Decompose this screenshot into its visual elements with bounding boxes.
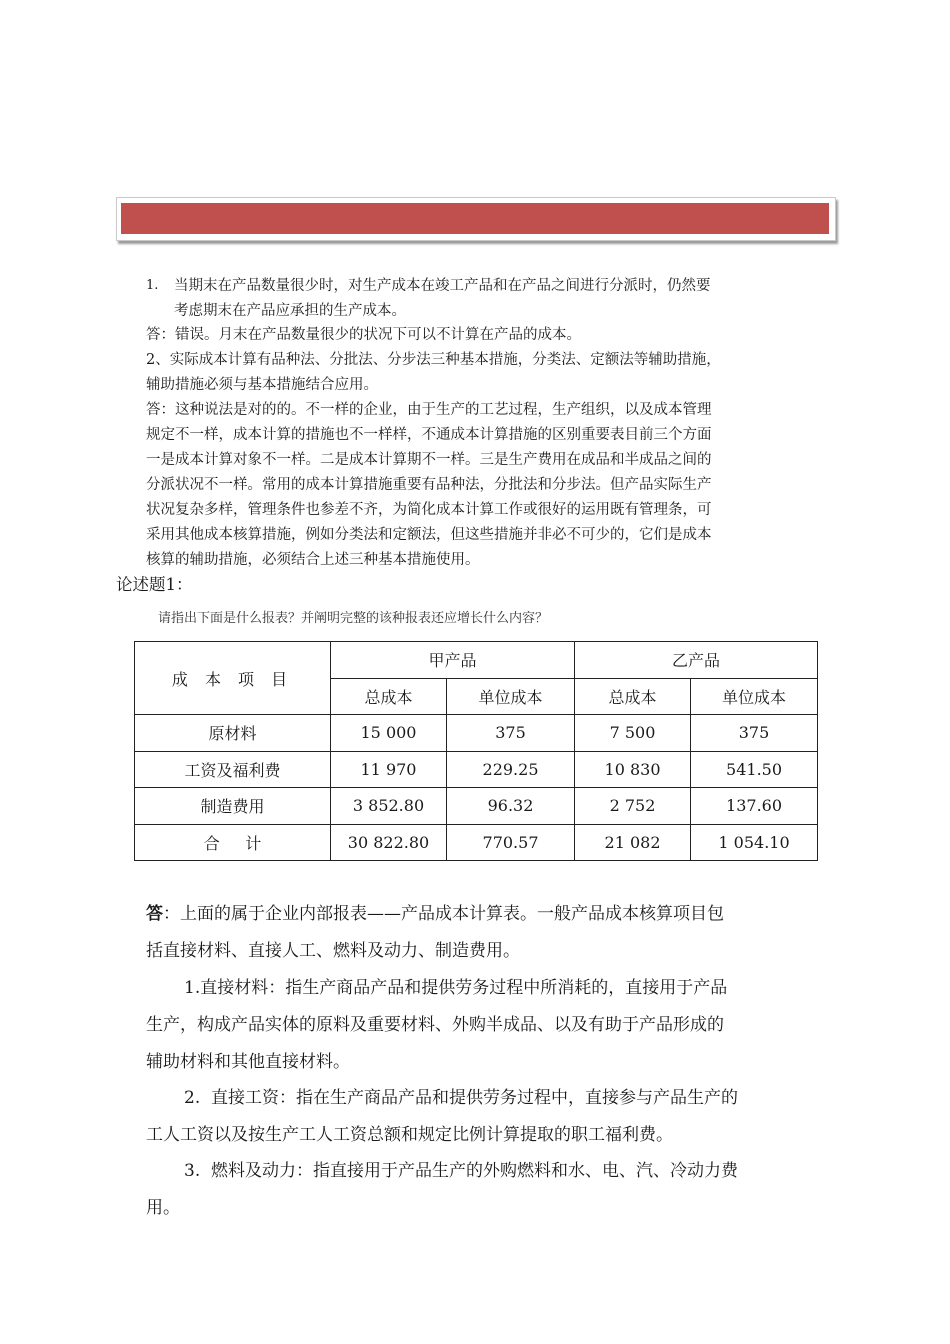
table-cell: 3 852.80 bbox=[331, 788, 447, 825]
table-row bbox=[135, 788, 818, 825]
table-total-row bbox=[135, 824, 818, 861]
question-1-line-1: 当期末在产品数量很少时，对生产成本在竣工产品和在产品之间进行分派时，仍然要 bbox=[174, 278, 711, 294]
question-2-answer-line: 分派状况不一样。常用的成本计算措施重要有品种法，分批法和分步法。但产品实际生产 bbox=[146, 477, 712, 493]
subheader-cell: 单位成本 bbox=[447, 678, 575, 715]
subheader-cell: 单位成本 bbox=[691, 678, 818, 715]
table-cell: 375 bbox=[447, 715, 575, 752]
question-2-answer-line: 状况复杂多样，管理条件也参差不齐，为简化成本计算工作或很好的运用既有管理条，可 bbox=[146, 502, 712, 518]
header-product-b: 乙产品 bbox=[575, 642, 818, 679]
essay-prompt: 请指出下面是什么报表？并阐明完整的该种报表还应增长什么内容？ bbox=[158, 611, 549, 626]
table-header-row bbox=[135, 642, 818, 679]
table-row bbox=[135, 751, 818, 788]
question-1-answer: 答：错误。月末在产品数量很少的状况下可以不计算在产品的成本。 bbox=[146, 327, 581, 343]
item-2-line: 2. 直接工资：指在生产商品产品和提供劳务过程中，直接参与产品生产的 bbox=[184, 1088, 739, 1108]
question-2-line-1: 2、实际成本计算有品种法、分批法、分步法三种基本措施，分类法、定额法等辅助措施， bbox=[146, 352, 721, 368]
answer-intro-text: ：上面的属于企业内部报表——产品成本计算表。一般产品成本核算项目包 bbox=[163, 904, 724, 924]
question-2-answer-line: 规定不一样，成本计算的措施也不一样样，不通成本计算措施的区别重要表目前三个方面 bbox=[146, 427, 712, 443]
answer-intro-line-1 bbox=[146, 896, 724, 933]
table-cell: 770.57 bbox=[447, 824, 575, 861]
row-item: 原材料 bbox=[135, 715, 331, 752]
table-cell: 15 000 bbox=[331, 715, 447, 752]
subheader-cell: 总成本 bbox=[575, 678, 691, 715]
item-3-line: 3. 燃料及动力：指直接用于产品生产的外购燃料和水、电、汽、冷动力费 bbox=[184, 1161, 739, 1181]
row-item: 工资及福利费 bbox=[135, 751, 331, 788]
table-cell: 11 970 bbox=[331, 751, 447, 788]
question-2-line-2: 辅助措施必须与基本措施结合应用。 bbox=[146, 377, 378, 393]
item-1-line: 生产，构成产品实体的原料及重要材料、外购半成品、以及有助于产品形成的 bbox=[146, 1015, 724, 1035]
header-product-a: 甲产品 bbox=[331, 642, 575, 679]
table-cell: 21 082 bbox=[575, 824, 691, 861]
table-cell: 375 bbox=[691, 715, 818, 752]
question-2-answer-line: 采用其他成本核算措施，例如分类法和定额法，但这些措施并非必不可少的，它们是成本 bbox=[146, 527, 712, 543]
table-cell: 1 054.10 bbox=[691, 824, 818, 861]
question-2-answer-line: 一是成本计算对象不一样。二是成本计算期不一样。三是生产费用在成品和半成品之间的 bbox=[146, 452, 712, 468]
table-cell: 541.50 bbox=[691, 751, 818, 788]
table-cell: 7 500 bbox=[575, 715, 691, 752]
answer-label: 答 bbox=[146, 904, 163, 924]
header-cost-item: 成 本 项 目 bbox=[135, 642, 331, 715]
cost-report-table bbox=[134, 641, 818, 861]
row-item: 制造费用 bbox=[135, 788, 331, 825]
table-cell: 96.32 bbox=[447, 788, 575, 825]
item-2-line: 工人工资以及按生产工人工资总额和规定比例计算提取的职工福利费。 bbox=[146, 1125, 673, 1145]
item-3-line: 用。 bbox=[146, 1198, 180, 1218]
answer-intro-line-2: 括直接材料、直接人工、燃料及动力、制造费用。 bbox=[146, 941, 520, 961]
table-row bbox=[135, 715, 818, 752]
table-cell: 10 830 bbox=[575, 751, 691, 788]
question-2-answer-line: 核算的辅助措施，必须结合上述三种基本措施使用。 bbox=[146, 552, 480, 568]
item-1-line: 1.直接材料：指生产商品产品和提供劳务过程中所消耗的，直接用于产品 bbox=[184, 978, 728, 998]
table-cell: 2 752 bbox=[575, 788, 691, 825]
question-2-answer-line: 答：这种说法是对的的。不一样的企业，由于生产的工艺过程，生产组织，以及成本管理 bbox=[146, 402, 712, 418]
title-banner-fill bbox=[121, 203, 829, 234]
row-item-total: 合 计 bbox=[135, 824, 331, 861]
table-cell: 229.25 bbox=[447, 751, 575, 788]
item-1-line: 辅助材料和其他直接材料。 bbox=[146, 1052, 350, 1072]
table-cell: 137.60 bbox=[691, 788, 818, 825]
title-banner bbox=[116, 197, 836, 241]
table-cell: 30 822.80 bbox=[331, 824, 447, 861]
subheader-cell: 总成本 bbox=[331, 678, 447, 715]
question-1-number: 1. bbox=[146, 278, 159, 293]
question-1-line-2: 考虑期末在产品应承担的生产成本。 bbox=[174, 303, 406, 319]
essay-heading: 论述题1： bbox=[116, 575, 193, 594]
